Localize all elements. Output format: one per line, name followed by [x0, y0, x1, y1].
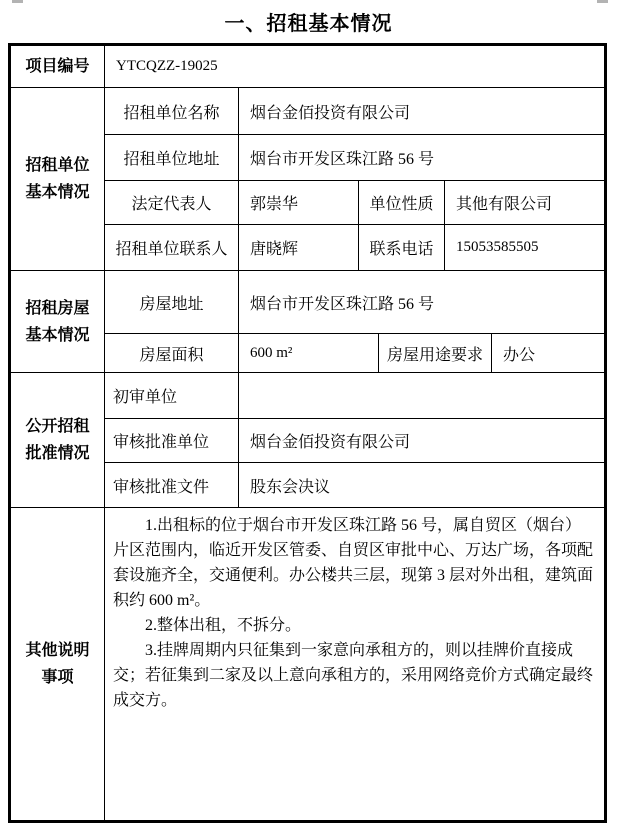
note-paragraph-1: 1.出租标的位于烟台市开发区珠江路 56 号，属自贸区（烟台）片区范围内，临近开发区管委、自贸区审批中心、万达广场，各项配套设施齐全，交通便利。办公楼共三层，现第 3 层对外出租，建筑面积约 600 m²。 — [113, 517, 594, 609]
row-unit-name — [10, 88, 606, 135]
unit-nature-label: 单位性质 — [359, 181, 445, 225]
project-number-value: YTCQZZ-19025 — [105, 45, 606, 88]
unit-address-value: 烟台市开发区珠江路 56 号 — [239, 135, 606, 181]
house-use-value: 办公 — [492, 334, 606, 373]
approval-unit-value: 烟台金佰投资有限公司 — [239, 419, 606, 463]
approval-doc-label: 审核批准文件 — [105, 463, 239, 508]
screenshot-artifact-left — [12, 0, 23, 3]
contact-label: 招租单位联系人 — [105, 225, 239, 271]
legal-rep-label: 法定代表人 — [105, 181, 239, 225]
rental-info-table — [8, 43, 607, 823]
page-title: 一、招租基本情况 — [224, 13, 393, 35]
section-label-house-info: 招租房屋 基本情况 — [10, 271, 105, 373]
initial-review-label: 初审单位 — [105, 373, 239, 419]
unit-name-value: 烟台金佰投资有限公司 — [239, 88, 606, 135]
house-address-label: 房屋地址 — [105, 271, 239, 334]
note-paragraph-3: 3.挂牌周期内只征集到一家意向承租方的，则以挂牌价直接成交；若征集到二家及以上意向承租方的，采用网络竞价方式确定最终成交方。 — [113, 642, 594, 709]
row-project-number — [10, 45, 606, 88]
note-paragraph-2: 2.整体出租，不拆分。 — [145, 617, 302, 634]
unit-name-label: 招租单位名称 — [105, 88, 239, 135]
approval-unit-label: 审核批准单位 — [105, 419, 239, 463]
row-other-notes — [10, 508, 606, 822]
section-label-unit-info: 招租单位 基本情况 — [10, 88, 105, 271]
house-area-label: 房屋面积 — [105, 334, 239, 373]
screenshot-artifact-right — [597, 0, 608, 3]
contact-value: 唐晓辉 — [239, 225, 359, 271]
row-house-address — [10, 271, 606, 334]
project-number-label: 项目编号 — [10, 45, 105, 88]
house-use-label: 房屋用途要求 — [379, 334, 492, 373]
house-address-value: 烟台市开发区珠江路 56 号 — [239, 271, 606, 334]
other-notes-text — [105, 508, 606, 822]
approval-doc-value: 股东会决议 — [239, 463, 606, 508]
phone-value: 15053585505 — [445, 225, 606, 271]
row-initial-review — [10, 373, 606, 419]
section-label-other-notes: 其他说明 事项 — [10, 508, 105, 822]
unit-nature-value: 其他有限公司 — [445, 181, 606, 225]
legal-rep-value: 郭崇华 — [239, 181, 359, 225]
section-label-approval-info: 公开招租 批准情况 — [10, 373, 105, 508]
initial-review-value — [239, 373, 606, 419]
unit-address-label: 招租单位地址 — [105, 135, 239, 181]
phone-label: 联系电话 — [359, 225, 445, 271]
house-area-value: 600 m² — [239, 334, 379, 373]
